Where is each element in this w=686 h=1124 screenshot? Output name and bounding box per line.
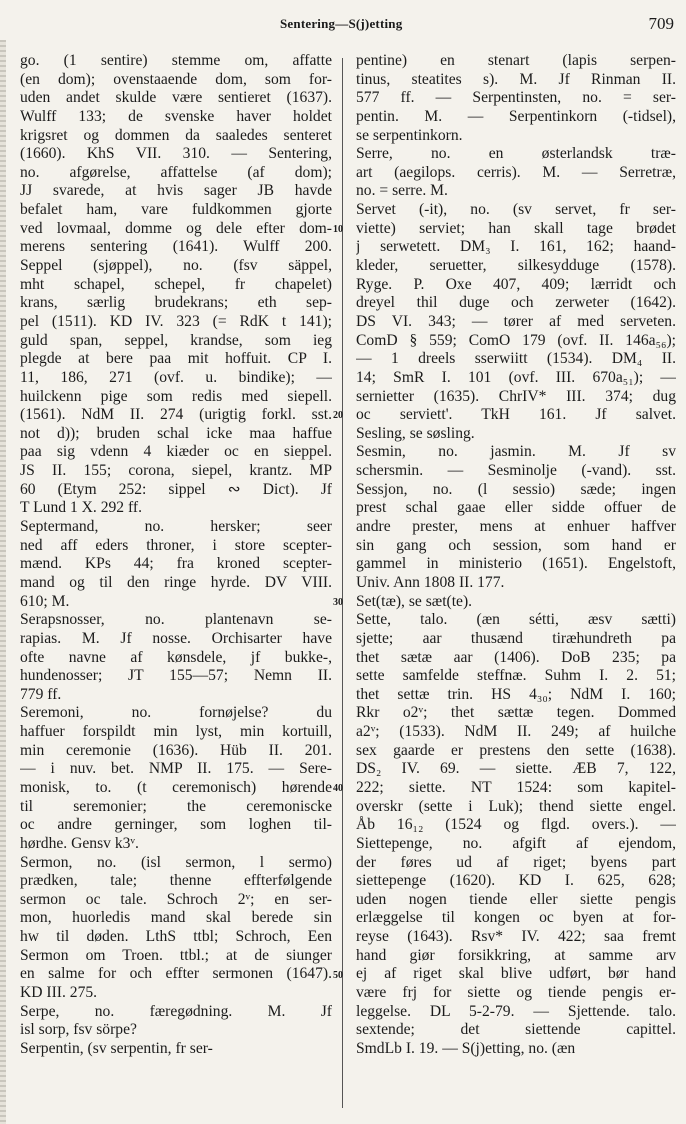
text-line: Serre, no. en østerlandsk træ- [356, 145, 676, 163]
text-line: 14; SmR I. 101 (ovf. III. 670a₅₁); — [356, 368, 676, 386]
text-line: 11, 186, 271 (ovf. u. bindike); — [20, 368, 332, 386]
text-line: go. (1 sentire) stemme om, affatte [20, 52, 332, 69]
text-line: Sessjon, no. (l sessio) sæde; ingen [356, 480, 676, 498]
text-line: viette) serviet; han skall tage brødet [356, 219, 676, 237]
text-line: pel (1511). KD IV. 323 (= RdK t 141); [20, 312, 332, 330]
text-line: merens sentering (1641). Wulff 200. [20, 238, 332, 256]
text-line: Set(tæ), se sæt(te). [356, 592, 473, 610]
text-line: — 1 dreels sserwiitt (1534). DM₄ II. [356, 350, 676, 368]
text-line: siettepenge (1620). KD I. 625, 628; [356, 872, 676, 890]
text-line: 779 ff. [20, 685, 62, 703]
text-line: befalet ham, vare fuldkommen gjorte [20, 201, 332, 219]
text-line: pentin. M. — Serpentinkorn (-tidsel), [356, 107, 676, 125]
text-line: hundenosser; JT 155—57; Nemn II. [20, 667, 332, 685]
text-line: se serpentinkorn. [356, 126, 463, 144]
text-line: overskr (sette i Luk); thend siette engel. [356, 797, 676, 815]
text-line: erlæggelse til kongen oc byen at for- [356, 909, 676, 927]
text-line: Sermon, no. (isl sermon, l sermo) [20, 853, 332, 871]
column-divider [342, 58, 343, 1108]
text-line: no. afgørelse, affattelse (af dom); [20, 163, 332, 181]
text-line: thet sætæ aar (1406). DoB 235; pa [356, 648, 676, 666]
text-line: haffuer forspildt min lyst, min kortuill, [20, 723, 332, 741]
text-line: sextende; det siettende capittel. [356, 1021, 676, 1039]
page-number: 709 [648, 14, 674, 33]
text-line: der føres ud af riget; byens part [356, 853, 676, 871]
text-line: j serwetett. DM₃ I. 161, 162; haand- [356, 238, 676, 256]
text-line: Servet (-it), no. (sv servet, fr ser- [356, 201, 676, 219]
text-line: no. = serre. M. [356, 182, 448, 200]
text-line: sernietter (1635). ChrIV* III. 374; dug [356, 387, 676, 405]
text-line: reyse (1643). Rsv* IV. 422; saa fremt [356, 928, 676, 946]
text-line: mænd. KPs 44; fra kroned scepter- [20, 555, 332, 573]
text-line: ved lovmaal, domme og dele efter dom- [20, 219, 332, 237]
text-line: JS II. 155; corona, siepel, krantz. MP [20, 462, 332, 480]
margin-number: 30 [333, 596, 343, 608]
margin-number: 40 [333, 783, 343, 795]
text-line: oc andre gerninger, som loghen til- [20, 816, 332, 834]
text-line: ofte navne af kønsdele, jf bukke-, [20, 648, 332, 666]
text-line: ned aff eders throner, i store scepter- [20, 536, 332, 554]
text-line: (en dom); ovenstaaende dom, som for- [20, 70, 332, 88]
text-line: Sermon om Troen. ttbl.; at de siunger [20, 946, 332, 964]
text-line: Univ. Ann 1808 II. 177. [356, 573, 505, 591]
left-column [20, 52, 332, 1059]
text-line: art (aegilops. cerris). M. — Serretræ, [356, 163, 676, 181]
text-line: min ceremonie (1636). Hüb II. 201. [20, 741, 332, 759]
text-line: Seppel (sjøppel), no. (fsv säppel, [20, 257, 332, 275]
text-line: guld span, seppel, krandse, som ieg [20, 331, 332, 349]
text-line: Septermand, no. hersker; seer [20, 518, 332, 536]
text-line: 577 ff. — Serpentinsten, no. = ser- [356, 89, 676, 107]
text-line: schersmin. — Sesminolje (-vand). sst. [356, 462, 676, 480]
text-line: hw til døden. LthS ttbl; Schroch, Een [20, 928, 332, 946]
text-line: thet settæ trin. HS 4₃₀; NdM I. 160; [356, 685, 676, 703]
text-line: andre prester, mens at enhuer haffver [356, 518, 676, 536]
text-line: mand og til den ringe hyrde. DV VIII. [20, 573, 332, 591]
text-line: sette samfelde steffnæ. Suhm I. 2. 51; [356, 667, 676, 685]
scan-edge [0, 40, 6, 1124]
text-line: sin gang och session, som hand er [356, 536, 676, 554]
text-line: (1660). KhS VII. 310. — Sentering, [20, 145, 332, 163]
text-line: Siettepenge, no. afgift af ejendom, [356, 834, 676, 852]
text-line: SmdLb I. 19. — S(j)etting, no. (æn [356, 1039, 576, 1057]
text-line: DS VI. 343; — tører af med serveten. [356, 312, 676, 330]
margin-number: 20 [333, 410, 343, 422]
text-line: isl sorp, fsv sörpe? [20, 1021, 137, 1039]
text-line: ComD § 559; ComO 179 (ovf. II. 146a₅₆); [356, 331, 676, 349]
text-line: mon, huorledis mand skal berede sin [20, 909, 332, 927]
text-line: 222; siette. NT 1524: som kapitel- [356, 778, 676, 796]
text-line: være frj for siette og tiende pengis er- [356, 984, 676, 1002]
text-line: leggelse. DL 5-2-79. — Sjettende. talo. [356, 1002, 676, 1020]
text-line: (1561). NdM II. 274 (urigtig forkl. sst. [20, 406, 332, 424]
text-line: Seremoni, no. fornøjelse? du [20, 704, 332, 722]
text-line: Serapsnosser, no. plantenavn se- [20, 611, 332, 629]
text-line: prædken, tale; thenne effterfølgende [20, 872, 332, 890]
text-line: — i nuv. bet. NMP II. 175. — Sere- [20, 760, 332, 778]
text-line: DS₂ IV. 69. — siette. ÆB 7, 122, [356, 760, 676, 778]
text-line: paa sig vdenn 4 kiæder oc en sieppel. [20, 443, 332, 461]
margin-number: 10 [333, 223, 343, 235]
text-line: uden nogen tiende eller siette pengis [356, 890, 676, 908]
page-header [0, 14, 686, 36]
text-line: Åb 16₁₂ (1524 og flgd. overs.). — [356, 816, 676, 834]
text-line: oc serviett'. TkH 161. Jf salvet. [356, 406, 676, 424]
text-line: rapias. M. Jf nosse. Orchisarter have [20, 629, 332, 647]
text-line: monisk, to. (t ceremonisch) hørende [20, 778, 332, 796]
text-line: mht schapel, schepel, fr chapelet) [20, 275, 332, 293]
text-line: sermon oc tale. Schroch 2ᵛ; en ser- [20, 890, 332, 908]
text-line: tinus, steatites s). M. Jf Rinman II. [356, 70, 676, 88]
text-line: til seremonier; the ceremoniscke [20, 797, 332, 815]
text-line: Ryge. P. Oxe 407, 409; lærridt och [356, 275, 676, 293]
text-line: 610; M. [20, 592, 70, 610]
right-column [356, 52, 676, 1059]
text-line: Sesling, se søsling. [356, 424, 475, 442]
text-line: gammel in ministerio (1651). Engelstoft, [356, 555, 676, 573]
text-line: pentine) en stenart (lapis serpen- [356, 52, 676, 69]
running-head: Sentering—S(j)etting [280, 16, 403, 31]
text-line: T Lund 1 X. 292 ff. [20, 499, 143, 517]
text-line: Serpentin, (sv serpentin, fr ser- [20, 1039, 213, 1057]
text-line: JJ svarede, at hvis sager JB havde [20, 182, 332, 200]
text-line: uden andet skulde være sentieret (1637). [20, 89, 332, 107]
text-line: sjette; aar thusænd tiræhundreth pa [356, 629, 676, 647]
margin-number: 50 [333, 969, 343, 981]
text-line: plegde at bere paa mit hoffuit. CP I. [20, 350, 332, 368]
text-line: KD III. 275. [20, 984, 98, 1002]
text-line: prest schal gaae eller sidde offuer de [356, 499, 676, 517]
text-line: 60 (Etym 252: sippel ∾ Dict). Jf [20, 480, 332, 498]
text-line: sex gaarde er prestens den sette (1638). [356, 741, 676, 759]
text-line: huilckenn pige som redis med siepell. [20, 387, 332, 405]
text-line: Rkr o2ᵛ; thet sættæ tegen. Dommed [356, 704, 676, 722]
text-line: not d)); bruden schal icke maa haffue [20, 424, 332, 442]
text-line: Serpe, no. færegødning. M. Jf [20, 1002, 332, 1020]
text-line: krans, særlig brudekrans; eth sep- [20, 294, 332, 312]
text-line: en salme for och effter sermonen (1647). [20, 965, 332, 983]
text-line: hørdhe. Gensv k3ᵛ. [20, 834, 139, 852]
text-line: dreyel thil duge och zerweter (1642). [356, 294, 676, 312]
text-line: krigsret og dommen da saaledes senteret [20, 126, 332, 144]
text-line: Wulff 133; de svenske haver holdet [20, 107, 332, 125]
text-line: hand giør forsikkring, at samme arv [356, 946, 676, 964]
text-line: Sette, talo. (æn sétti, æsv sætti) [356, 611, 676, 629]
text-line: kleder, seruetter, silkesydduge (1578). [356, 257, 676, 275]
text-line: ej af riget skal blive udført, bør hand [356, 965, 676, 983]
text-line: Sesmin, no. jasmin. M. Jf sv [356, 443, 676, 461]
text-line: a2ᵛ; (1533). NdM II. 249; af huilche [356, 723, 676, 741]
